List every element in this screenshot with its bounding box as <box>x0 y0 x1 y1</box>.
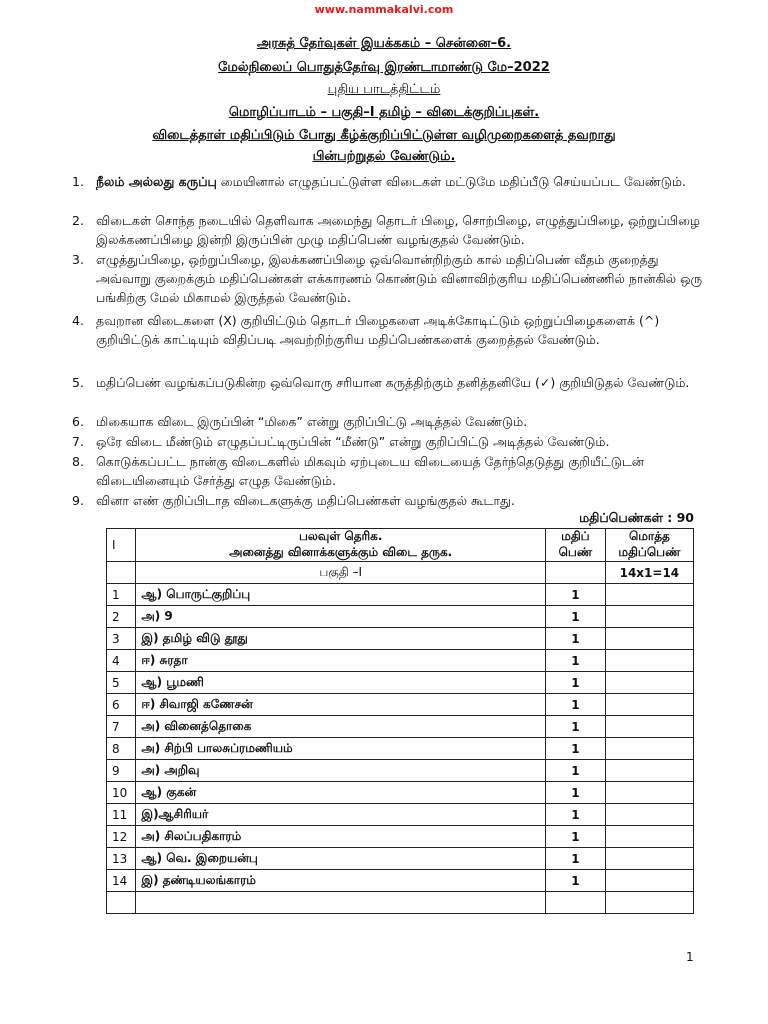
instruction-item <box>72 172 706 191</box>
instruction-item <box>72 250 706 307</box>
answer-mark: 1 <box>545 804 605 826</box>
header-question-line-2: அனைத்து வினாக்களுக்கும் விடை தருக. <box>229 545 453 559</box>
section-total: 14x1=14 <box>605 562 693 584</box>
answer-mark: 1 <box>545 716 605 738</box>
answer-mark: 1 <box>545 738 605 760</box>
question-number: 10 <box>107 782 136 804</box>
instruction-item <box>72 412 706 431</box>
table-row <box>107 694 694 716</box>
instruction-number: 9. <box>72 493 84 508</box>
table-row <box>107 606 694 628</box>
answer-key-table <box>106 528 694 914</box>
table-row <box>107 760 694 782</box>
instruction-number: 4. <box>72 313 84 328</box>
page-number: 1 <box>686 950 694 964</box>
table-row <box>107 716 694 738</box>
table-row <box>107 650 694 672</box>
instruction-text: கொடுக்கப்பட்ட நான்கு விடைகளில் மிகவும் ஏற்புடைய விடையைத் தேர்ந்தெடுத்து குறியீட்டுடன் விடையினையும் சேர்த்து எழுத வேண்டும். <box>96 454 644 488</box>
question-number: 11 <box>107 804 136 826</box>
question-number: 4 <box>107 650 136 672</box>
question-number: 6 <box>107 694 136 716</box>
instruction-text: மதிப்பெண் வழங்கப்படுகின்ற ஒவ்வொரு சரியான கருத்திற்கும் தனித்தனியே (✓) குறியிடுதல் வேண்டும். <box>96 375 690 390</box>
question-number: 5 <box>107 672 136 694</box>
header-total-mark <box>605 529 693 562</box>
answer-mark: 1 <box>545 848 605 870</box>
instruction-text: மிகையாக விடை இருப்பின் “மிகை” என்று குறிப்பிட்டு அடித்தல் வேண்டும். <box>96 414 528 429</box>
header-mark <box>545 529 605 562</box>
question-number: 1 <box>107 584 136 606</box>
instruction-item <box>72 452 706 490</box>
table-row <box>107 870 694 892</box>
instruction-text: மையினால் எழுதப்பட்டுள்ள விடைகள் மட்டுமே மதிப்பீடு செய்யப்பட வேண்டும். <box>216 174 686 189</box>
header-question-type <box>136 529 546 562</box>
question-number: 8 <box>107 738 136 760</box>
header-line-4: மொழிப்பாடம் – பகுதி–I தமிழ் – விடைக்குறிப்புகள். <box>228 105 540 120</box>
header-question-line-1: பலவுள் தெரிக. <box>298 529 383 543</box>
answer-text: இ) தண்டியலங்காரம் <box>136 870 546 892</box>
answer-text: இ) தமிழ் விடு தூது <box>136 628 546 650</box>
table-row <box>107 738 694 760</box>
site-url[interactable]: www.nammakalvi.com <box>314 3 454 16</box>
question-number: 9 <box>107 760 136 782</box>
table-row <box>107 628 694 650</box>
answer-mark: 1 <box>545 672 605 694</box>
question-number: 13 <box>107 848 136 870</box>
table-header-row <box>107 529 694 562</box>
instruction-text: வினா எண் குறிப்பிடாத விடைகளுக்கு மதிப்பெண்கள் வழங்குதல் கூடாது. <box>96 493 515 508</box>
answer-mark: 1 <box>545 606 605 628</box>
answer-text: இ)ஆசிரியர் <box>136 804 546 826</box>
answer-text: ஆ) பொருட்குறிப்பு <box>136 584 546 606</box>
answer-mark: 1 <box>545 650 605 672</box>
answer-text: ஆ) குகன் <box>136 782 546 804</box>
header-line-2: மேல்நிலைப் பொதுத்தேர்வு இரண்டாமாண்டு மே–2022 <box>218 60 550 75</box>
instruction-item <box>72 491 706 510</box>
instruction-number: 7. <box>72 434 84 449</box>
answer-mark: 1 <box>545 870 605 892</box>
answer-text: அ) அறிவு <box>136 760 546 782</box>
instruction-number: 2. <box>72 213 84 228</box>
header-line-3: புதிய பாடத்திட்டம் <box>327 82 441 97</box>
answer-mark: 1 <box>545 826 605 848</box>
header-mark-line-2: பெண் <box>558 545 593 559</box>
question-number: 7 <box>107 716 136 738</box>
answer-text: ஈ) சிவாஜி கணேசன் <box>136 694 546 716</box>
header-total-line-2: மதிப்பெண் <box>618 545 681 559</box>
instruction-number: 8. <box>72 454 84 469</box>
answer-text: ஆ) பூமணி <box>136 672 546 694</box>
table-row <box>107 804 694 826</box>
table-row <box>107 826 694 848</box>
answer-mark: 1 <box>545 760 605 782</box>
instruction-number: 1. <box>72 174 84 189</box>
section-label: பகுதி –I <box>136 562 546 584</box>
question-number: 14 <box>107 870 136 892</box>
header-line-6: பின்பற்றுதல் வேண்டும். <box>312 149 456 164</box>
table-row <box>107 848 694 870</box>
instruction-number: 6. <box>72 414 84 429</box>
header-line-1: அரசுத் தேர்வுகள் இயக்ககம் – சென்னை–6. <box>256 36 512 51</box>
answer-text: ஆ) வெ. இறையன்பு <box>136 848 546 870</box>
answer-text: அ) சிற்பி பாலசுப்ரமணியம் <box>136 738 546 760</box>
answer-text: ஈ) சுரதா <box>136 650 546 672</box>
question-number: 2 <box>107 606 136 628</box>
instruction-item <box>72 373 706 392</box>
answer-mark: 1 <box>545 782 605 804</box>
total-marks: மதிப்பெண்கள் : 90 <box>579 510 694 525</box>
instruction-text: தவறான விடைகளை (X) குறியிட்டும் தொடர் பிழைகளை அடிக்கோடிட்டும் ஒற்றுப்பிழைகளைக் (^) குறியிட்டுக் காட்டியும் விதிப்படி அவற்றிற்குரிய மதிப்பெண்களைக் குறைத்தல் வேண்டும். <box>96 313 660 347</box>
header-line-5: விடைத்தாள் மதிப்பிடும் போது கீழ்க்குறிப்பிட்டுள்ள வழிமுறைகளைத் தவறாது <box>152 128 616 143</box>
instruction-item <box>72 211 706 249</box>
instruction-number: 5. <box>72 375 84 390</box>
question-number: 12 <box>107 826 136 848</box>
section-row <box>107 562 694 584</box>
header-part-number: I <box>107 529 136 562</box>
instruction-text: ஒரே விடை மீண்டும் எழுதப்பட்டிருப்பின் “மீண்டு” என்று குறிப்பிட்டு அடித்தல் வேண்டும். <box>96 434 610 449</box>
answer-mark: 1 <box>545 584 605 606</box>
instruction-bold: நீலம் அல்லது கருப்பு <box>96 174 217 189</box>
header-total-line-1: மொத்த <box>628 529 670 543</box>
table-row <box>107 584 694 606</box>
instruction-item <box>72 432 706 451</box>
instruction-number: 3. <box>72 252 84 267</box>
instruction-text: விடைகள் சொந்த நடையில் தெளிவாக அமைந்து தொடர் பிழை, சொற்பிழை, எழுத்துப்பிழை, ஒற்றுப்பிழை இலக்கணப்பிழை இன்றி இருப்பின் முழு மதிப்பெண் வழங்குதல் வேண்டும். <box>96 213 700 247</box>
header-mark-line-1: மதிப் <box>561 529 590 543</box>
answer-mark: 1 <box>545 694 605 716</box>
instruction-item <box>72 311 706 349</box>
answer-text: அ) 9 <box>136 606 546 628</box>
answer-mark: 1 <box>545 628 605 650</box>
question-number: 3 <box>107 628 136 650</box>
table-row <box>107 782 694 804</box>
instruction-text: எழுத்துப்பிழை, ஒற்றுப்பிழை, இலக்கணப்பிழை ஒவ்வொன்றிற்கும் கால் மதிப்பெண் வீதம் குறைத்து அவ்வாறு குறைக்கும் மதிப்பெண்கள் எக்காரணம் கொண்டும் வினாவிற்குரிய மதிப்பெண்ணில் நான்கில் ஒரு பங்கிற்கு மேல் மிகாமல் இருத்தல் வேண்டும். <box>96 252 703 305</box>
table-row <box>107 672 694 694</box>
answer-text: அ) சிலப்பதிகாரம் <box>136 826 546 848</box>
table-row-empty <box>107 892 694 914</box>
answer-text: அ) வினைத்தொகை <box>136 716 546 738</box>
